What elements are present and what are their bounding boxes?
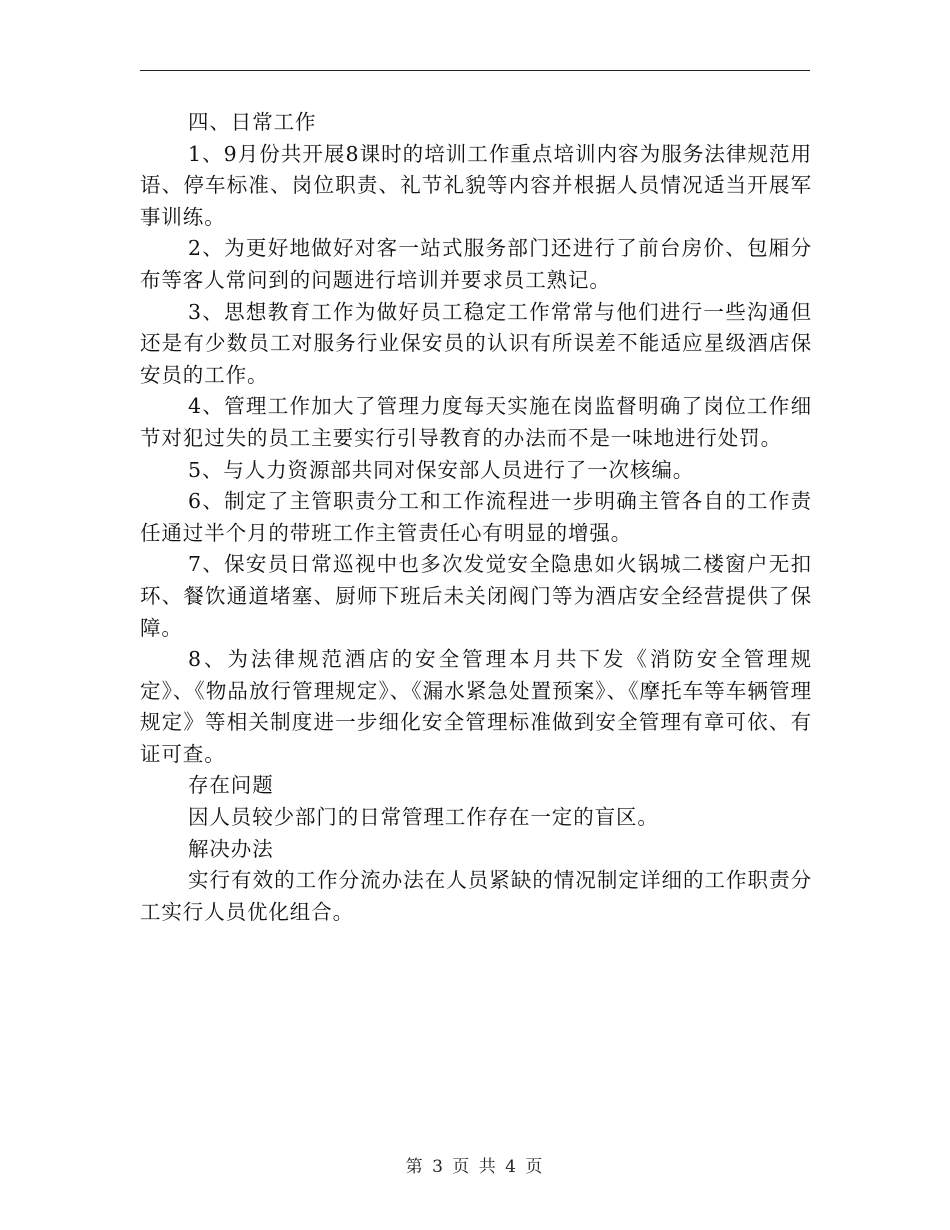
paragraph-item-3: 3、思想教育工作为做好员工稳定工作常常与他们进行一些沟通但还是有少数员工对服务行业保安员的认识有所误差不能适应星级酒店保安员的工作。 bbox=[140, 299, 812, 387]
paragraph-problems: 因人员较少部门的日常管理工作存在一定的盲区。 bbox=[188, 805, 659, 830]
paragraph-item-6: 6、制定了主管职责分工和工作流程进一步明确主管各自的工作责任通过半个月的带班工作主管责任心有明显的增强。 bbox=[140, 489, 812, 545]
paragraph-item-5: 5、与人力资源部共同对保安部人员进行了一次核编。 bbox=[188, 457, 695, 482]
paragraph-item-1: 1、9月份共开展8课时的培训工作重点培训内容为服务法律规范用语、停车标准、岗位职责、礼节礼貌等内容并根据人员情况适当开展军事训练。 bbox=[140, 141, 812, 229]
paragraph-item-7: 7、保安员日常巡视中也多次发觉安全隐患如火锅城二楼窗户无扣环、餐饮通道堵塞、厨师下班后未关闭阀门等为酒店安全经营提供了保障。 bbox=[140, 552, 812, 640]
page-number-footer: 第 3 页 共 4 页 bbox=[405, 1157, 545, 1177]
section-heading-daily-work: 四、日常工作 bbox=[188, 110, 317, 134]
paragraph-item-4: 4、管理工作加大了管理力度每天实施在岗监督明确了岗位工作细节对犯过失的员工主要实行引导教育的办法而不是一味地进行处罚。 bbox=[140, 394, 812, 450]
paragraph-solutions: 实行有效的工作分流办法在人员紧缺的情况制定详细的工作职责分工实行人员优化组合。 bbox=[140, 868, 812, 924]
section-heading-solutions: 解决办法 bbox=[188, 836, 274, 861]
paragraph-item-2: 2、为更好地做好对客一站式服务部门还进行了前台房价、包厢分布等客人常问到的问题进行培训并要求员工熟记。 bbox=[140, 236, 812, 292]
header-rule bbox=[140, 70, 810, 71]
document-body bbox=[140, 107, 812, 928]
section-heading-problems: 存在问题 bbox=[188, 773, 274, 798]
paragraph-item-8: 8、为法律规范酒店的安全管理本月共下发《消防安全管理规定》、《物品放行管理规定》、《漏水紧急处置预案》、《摩托车等车辆管理规定》等相关制度进一步细化安全管理标准做到安全管理有章可依、有证可查。 bbox=[140, 647, 812, 766]
